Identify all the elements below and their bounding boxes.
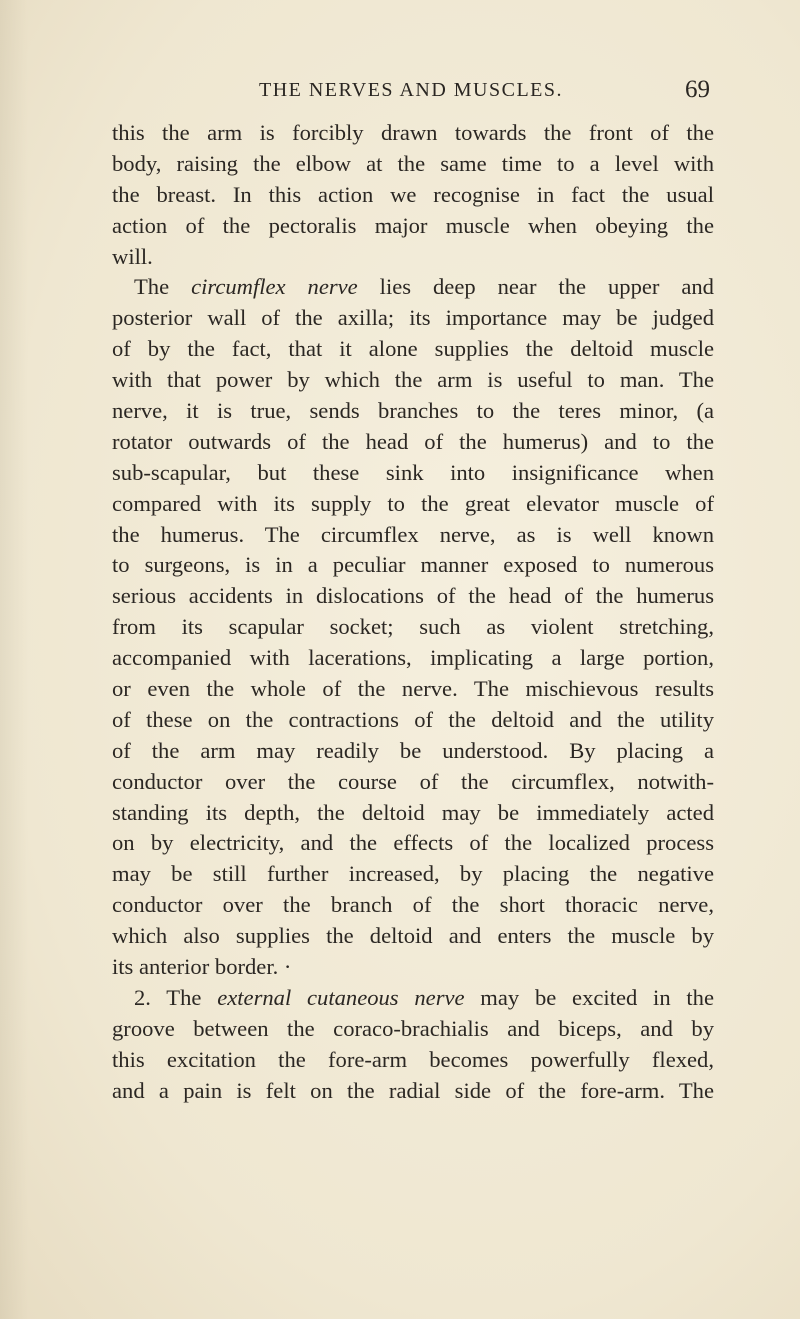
- line-text: may be excited in the: [464, 984, 714, 1010]
- line-text: The: [134, 274, 192, 300]
- text-line: to surgeons, is in a peculiar manner exposed to numerous: [112, 552, 714, 578]
- text-line: of these on the contractions of the deltoid and the utility: [112, 706, 714, 732]
- text-line: and a pain is felt on the radial side of the fore-arm. The: [112, 1077, 714, 1103]
- text-line: body, raising the elbow at the same time to a level with: [112, 150, 714, 176]
- text-line: accompanied with lacerations, implicating a large portion,: [112, 645, 714, 671]
- running-header: [108, 76, 714, 109]
- text-line: this the arm is forcibly drawn towards the front of the: [112, 120, 714, 145]
- paragraph-end-line: will.: [112, 243, 153, 269]
- text-line: of the arm may readily be understood. By placing a: [112, 737, 714, 763]
- paragraph-start-line: [112, 983, 714, 1014]
- text-line: or even the whole of the nerve. The mischievous results: [112, 676, 714, 702]
- text-line: the breast. In this action we recognise in fact the usual: [112, 181, 714, 207]
- text-line: groove between the coraco-brachialis and biceps, and by: [112, 1015, 714, 1041]
- text-line: compared with its supply to the great elevator muscle of: [112, 490, 714, 516]
- text-line: sub-scapular, but these sink into insignificance when: [112, 459, 714, 485]
- text-line: may be still further increased, by placing the negative: [112, 861, 714, 887]
- running-title: THE NERVES AND MUSCLES.: [258, 79, 564, 101]
- text-line: standing its depth, the deltoid may be immediately acted: [112, 799, 714, 825]
- paragraph-end-line: its anterior border. ·: [112, 954, 292, 980]
- page-number: 69: [685, 76, 710, 103]
- text-line: with that power by which the arm is useful to man. The: [112, 367, 714, 393]
- text-line: from its scapular socket; such as violent stretching,: [112, 614, 714, 640]
- italic-term-circumflex-nerve: circumflex nerve: [191, 274, 358, 300]
- line-text: 2. The: [134, 984, 218, 1010]
- text-line: of by the fact, that it alone supplies the deltoid muscle: [112, 336, 714, 362]
- text-line: conductor over the branch of the short thoracic nerve,: [112, 892, 714, 918]
- text-line: which also supplies the deltoid and enters the muscle by: [112, 923, 714, 949]
- text-line: conductor over the course of the circumflex, notwith-: [112, 768, 714, 794]
- text-line: posterior wall of the axilla; its importance may be judged: [112, 305, 714, 331]
- line-text: lies deep near the upper and: [357, 274, 714, 300]
- text-line: rotator outwards of the head of the humerus) and to the: [112, 428, 714, 454]
- text-line: nerve, it is true, sends branches to the teres minor, (a: [112, 398, 714, 424]
- paragraph-start-line: [112, 272, 714, 303]
- italic-term-external-cutaneous-nerve: external cutaneous nerve: [217, 984, 465, 1010]
- body-text: [112, 118, 714, 1107]
- text-line: serious accidents in dislocations of the head of the humerus: [112, 583, 714, 609]
- text-line: action of the pectoralis major muscle when obeying the: [112, 212, 714, 238]
- text-line: the humerus. The circumflex nerve, as is well known: [112, 521, 714, 547]
- text-line: this excitation the fore-arm becomes powerfully flexed,: [112, 1046, 714, 1072]
- text-line: on by electricity, and the effects of the localized process: [112, 830, 714, 856]
